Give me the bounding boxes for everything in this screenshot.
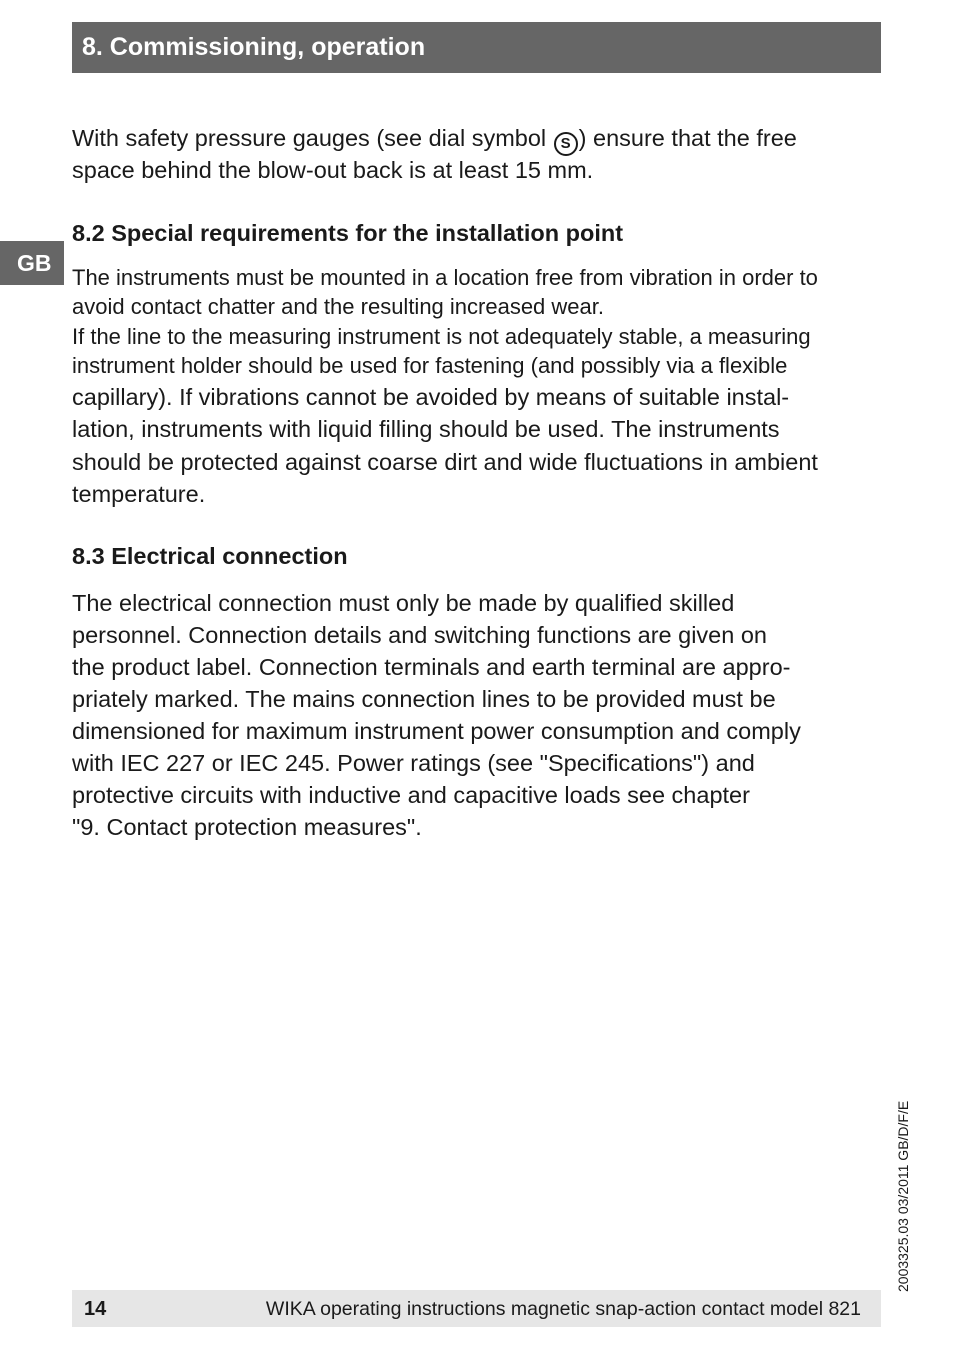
section-header-bar bbox=[72, 22, 881, 73]
section-title: 8. Commissioning, operation bbox=[82, 33, 426, 61]
footer-title: WIKA operating instructions magnetic snap-action contact model 821 bbox=[265, 1298, 861, 1320]
section-8-2-line: should be protected against coarse dirt and wide fluctuations in ambient bbox=[72, 449, 818, 475]
section-8-2-line: If the line to the measuring instrument is not adequately stable, a measuring bbox=[72, 324, 811, 349]
safety-s-symbol-icon: S bbox=[554, 132, 578, 156]
intro-text-after-symbol: ) ensure that the free bbox=[578, 125, 797, 151]
section-8-2-line: The instruments must be mounted in a location free from vibration in order to bbox=[72, 265, 818, 290]
heading-8-3: 8.3 Electrical connection bbox=[72, 543, 348, 569]
section-8-2-line: instrument holder should be used for fastening (and possibly via a flexible bbox=[72, 353, 788, 378]
section-8-3-line: dimensioned for maximum instrument power consumption and comply bbox=[72, 718, 801, 744]
intro-line-2: space behind the blow-out back is at least 15 mm. bbox=[72, 157, 594, 183]
section-8-3-line: "9. Contact protection measures". bbox=[72, 814, 422, 840]
footer-bar bbox=[72, 1290, 881, 1327]
section-8-2-line: avoid contact chatter and the resulting increased wear. bbox=[72, 294, 604, 319]
section-8-3-line: protective circuits with inductive and capacitive loads see chapter bbox=[72, 782, 750, 808]
section-8-3-line: the product label. Connection terminals and earth terminal are appro- bbox=[72, 654, 791, 680]
section-8-2-line: capillary). If vibrations cannot be avoided by means of suitable instal- bbox=[72, 384, 790, 410]
document-code: 2003325.03 03/2011 GB/D/F/E bbox=[895, 1100, 911, 1292]
language-tab bbox=[0, 241, 64, 285]
language-label: GB bbox=[17, 250, 52, 276]
section-8-3-line: priately marked. The mains connection lines to be provided must be bbox=[72, 686, 776, 712]
section-8-2-line: lation, instruments with liquid filling should be used. The instruments bbox=[72, 416, 780, 442]
intro-text-before-symbol: With safety pressure gauges (see dial symbol bbox=[72, 125, 553, 151]
section-8-2-line: temperature. bbox=[72, 481, 206, 507]
section-8-3-line: The electrical connection must only be made by qualified skilled bbox=[72, 590, 735, 616]
intro-line-1 bbox=[72, 122, 797, 156]
section-8-3-line: with IEC 227 or IEC 245. Power ratings (see "Specifications") and bbox=[72, 750, 755, 776]
heading-8-2: 8.2 Special requirements for the installation point bbox=[72, 220, 624, 246]
page-number: 14 bbox=[84, 1298, 107, 1320]
section-8-3-line: personnel. Connection details and switching functions are given on bbox=[72, 622, 767, 648]
